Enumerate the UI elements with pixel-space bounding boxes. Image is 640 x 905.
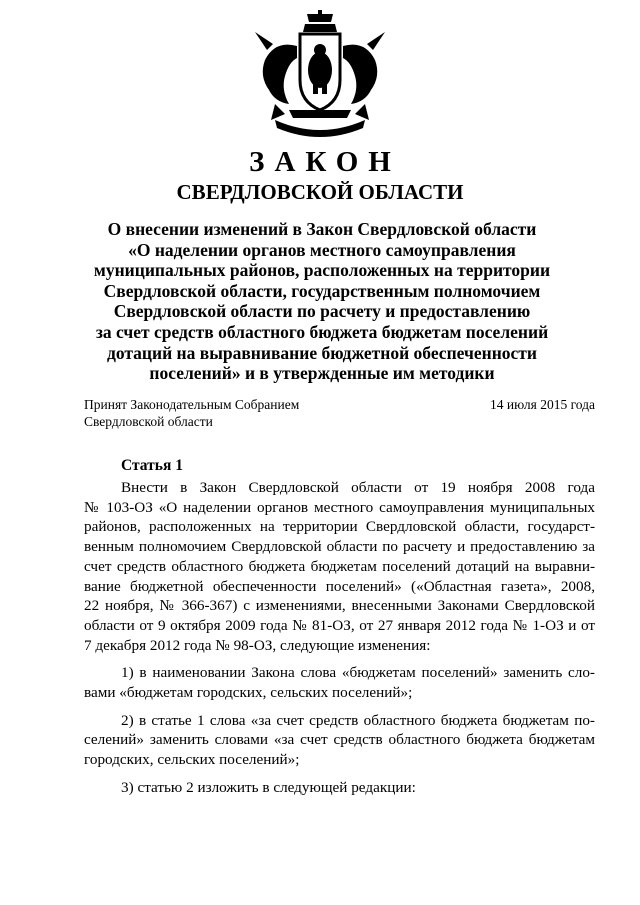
text-line: вание бюджетной обеспеченности поселений» («Областная газета», 2008, <box>84 577 595 595</box>
subject-line: О внесении изменений в Закон Свердловской области <box>107 219 537 239</box>
text-line: Внести в Закон Свердловской области от 19 ноября 2008 года <box>121 479 595 496</box>
adoption-body <box>84 396 299 430</box>
article-title: Статья 1 <box>121 457 183 474</box>
text-line: селений» заменить словами «за счет средств областного бюджета бюджетам <box>84 731 595 749</box>
subject-line: Свердловской области, государственным полномочием <box>103 280 541 301</box>
text-line: районов, расположенных на территории Свердловской области, государст- <box>84 518 595 536</box>
text-line: 2) в статье 1 слова «за счет средств областного бюджета бюджетам по- <box>121 711 595 729</box>
subject-line: дотаций на выравнивание бюджетной обеспеченности <box>106 342 537 363</box>
subject-line: поселений» и в утвержденные им методики <box>149 363 495 384</box>
text-line: области от 9 октября 2009 года № 81-ОЗ, от 27 января 2012 года № 1-ОЗ и от <box>84 616 595 634</box>
law-subject <box>90 219 554 384</box>
text-line: венным полномочием Свердловской области по расчету и предоставлению за <box>84 538 595 556</box>
adoption-date: 14 июля 2015 года <box>490 397 595 412</box>
text-line: 22 ноября, № 366-367) с изменениями, внесенными Законами Свердловской <box>84 597 595 615</box>
text-line: счет средств областного бюджета бюджетам поселений дотаций на выравни- <box>84 557 595 575</box>
subject-line: муниципальных районов, расположенных на территории <box>93 260 551 281</box>
text-line: городских, сельских поселений»; <box>84 751 300 769</box>
adoption-line: Принят Законодательным Собранием <box>84 397 300 412</box>
region-title: СВЕРДЛОВСКОЙ ОБЛАСТИ <box>176 180 464 204</box>
subject-line: «О наделении органов местного самоуправления <box>128 239 516 260</box>
coat-of-arms-icon <box>245 10 395 138</box>
text-line: 7 декабря 2012 года № 98-ОЗ, следующие изменения: <box>84 636 431 654</box>
text-line: 3) статью 2 изложить в следующей редакции: <box>121 778 416 796</box>
article-body <box>84 478 595 806</box>
paragraph <box>84 778 595 798</box>
law-title: ЗАКОН <box>249 146 401 178</box>
paragraph <box>84 711 595 770</box>
paragraph <box>84 478 595 655</box>
paragraph <box>84 663 595 702</box>
text-line: вами «бюджетам городских, сельских поселений»; <box>84 684 413 702</box>
adoption-line: Свердловской области <box>84 414 213 429</box>
subject-line: Свердловской области по расчету и предоставлению <box>113 301 531 322</box>
text-line: 1) в наименовании Закона слова «бюджетам поселений» заменить сло- <box>121 664 595 682</box>
subject-line: за счет средств областного бюджета бюджетам поселений <box>95 321 549 342</box>
text-line: № 103-ОЗ «О наделении органов местного самоуправления муниципальных <box>84 498 595 516</box>
